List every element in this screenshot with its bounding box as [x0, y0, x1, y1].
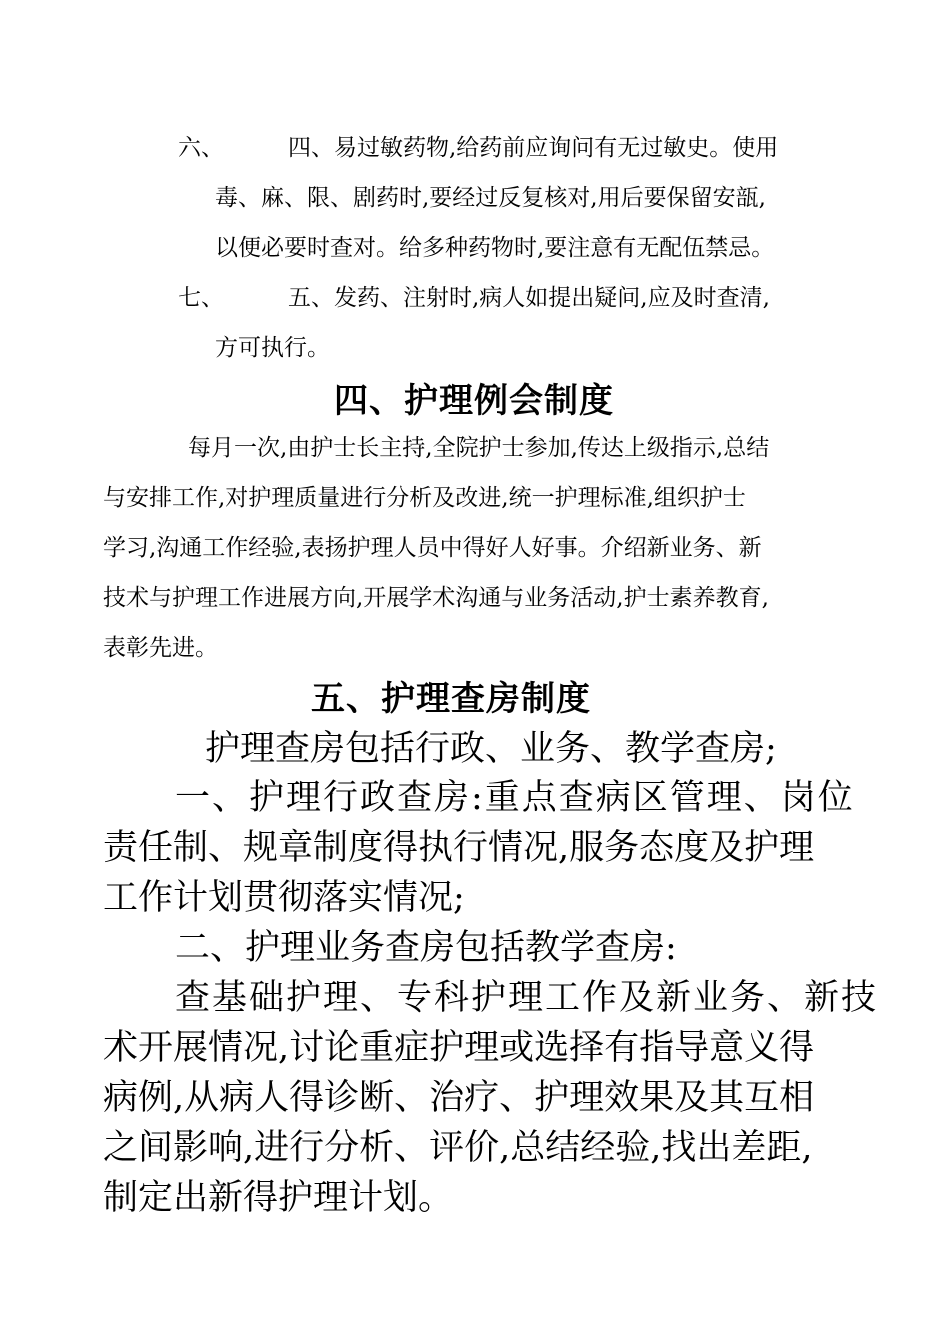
section-4-paragraph-line-5: 表彰先进。 — [103, 635, 218, 661]
section-4-paragraph-line-3: 学习,沟通工作经验,表扬护理人员中得好人好事。介绍新业务、新 — [103, 535, 762, 561]
list-item-6-number: 六、 — [178, 135, 224, 161]
section-5-line-9: 之间影响,进行分析、评价,总结经验,找出差距, — [103, 1128, 813, 1168]
section-5-line-3: 责任制、规章制度得执行情况,服务态度及护理 — [103, 828, 815, 868]
list-item-7-number: 七、 — [178, 285, 224, 311]
section-5-line-1: 护理查房包括行政、业务、教学查房; — [205, 729, 777, 769]
list-item-6-line-1 — [178, 134, 850, 162]
section-5-line-2: 一、护理行政查房:重点查病区管理、岗位 — [175, 778, 855, 818]
list-item-6-line-2: 毒、麻、限、剧药时,要经过反复核对,用后要保留安瓿, — [215, 185, 766, 211]
section-5-title: 五、护理查房制度 — [311, 679, 591, 719]
list-item-7-line-1 — [178, 284, 770, 312]
section-5-line-5: 二、护理业务查房包括教学查房: — [175, 928, 677, 968]
section-4-paragraph-line-1: 每月一次,由护士长主持,全院护士参加,传达上级指示,总结 — [188, 435, 770, 461]
section-5-line-10: 制定出新得护理计划。 — [103, 1178, 454, 1218]
section-4-title: 四、护理例会制度 — [334, 381, 614, 421]
section-4-paragraph-line-4: 技术与护理工作进展方向,开展学术沟通与业务活动,护士素养教育, — [103, 585, 769, 611]
section-4-paragraph-line-2: 与安排工作,对护理质量进行分析及改进,统一护理标准,组织护士 — [103, 485, 746, 511]
list-item-6-text: 四、易过敏药物,给药前应询问有无过敏史。使用 — [288, 135, 779, 161]
list-item-7-text: 五、发药、注射时,病人如提出疑问,应及时查清, — [288, 285, 770, 311]
list-item-7-line-2: 方可执行。 — [215, 335, 330, 361]
list-item-6-line-3: 以便必要时查对。给多种药物时,要注意有无配伍禁忌。 — [215, 235, 775, 261]
section-5-line-4: 工作计划贯彻落实情况; — [103, 878, 465, 918]
section-5-line-8: 病例,从病人得诊断、治疗、护理效果及其互相 — [103, 1078, 815, 1118]
section-5-line-7: 术开展情况,讨论重症护理或选择有指导意义得 — [103, 1028, 815, 1068]
section-5-line-6: 查基础护理、专科护理工作及新业务、新技 — [175, 978, 879, 1018]
